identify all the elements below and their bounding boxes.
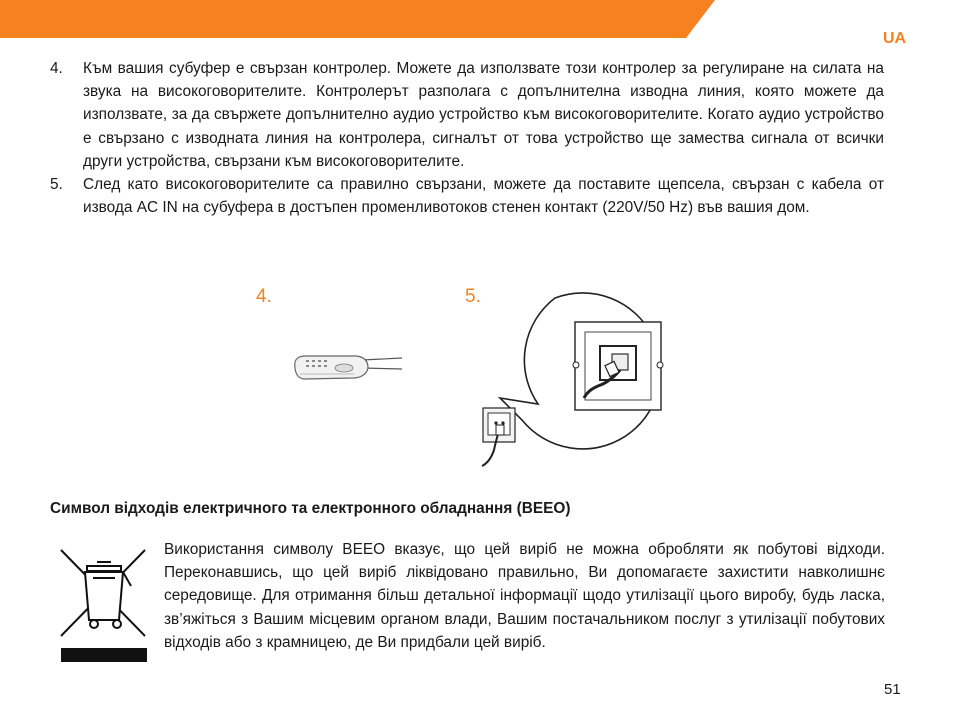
step-number: 4.	[50, 60, 63, 77]
wall-outlet-icon	[460, 270, 710, 480]
page-number: 51	[884, 681, 901, 698]
instruction-step-5	[50, 173, 884, 219]
header-band	[0, 0, 954, 38]
step-text: Към вашия субуфер е свързан контролер. Можете да използвате този контролер за регулиране на силата на звука на високоговорителите. Контролерът разполага с допълнителна изводна линия, която можете да използвате, за да свържете допълнително аудио устройство към високоговорителите. Когато аудио устройство е свързано с изводната линия на контролера, сигналът от това устройство ще замества сигнала от всички други устройства, свързани към високоговорителите.	[83, 60, 884, 170]
crossed-out-bin-icon	[57, 546, 151, 666]
figure-label-4: 4.	[256, 286, 272, 307]
instruction-step-4	[50, 57, 884, 173]
step-number: 5.	[50, 176, 63, 194]
step-text: След като високоговорителите са правилно свързани, можете да поставите щепсела, свързан с кабела от извода AC IN на субуфера в достъпен променливотоков стенен контакт (220V/50 Hz) във вашия дом.	[83, 176, 884, 217]
instruction-list	[50, 57, 884, 219]
weee-description: Використання символу ВЕЕО вказує, що цей виріб не можна обробляти як побутові відходи. Переконавшись, що цей виріб ліквідовано правильно, Ви допомагаєте захистити навколишнє середовище. Для отримання більш детальної інформації щодо утилізації цього виробу, будь ласка, зв’яжіться з Вашим місцевим органом влади, Вашим постачальником послуг з утилізації побутових відходів або з крамницею, де Ви придбали цей виріб.	[164, 541, 885, 651]
figure-label-5: 5.	[465, 286, 481, 307]
language-code: UA	[883, 30, 907, 47]
weee-heading: Символ відходів електричного та електронного обладнання (ВЕЕО)	[50, 500, 571, 517]
volume-controller-icon	[292, 348, 404, 388]
connection-illustration	[250, 270, 710, 480]
